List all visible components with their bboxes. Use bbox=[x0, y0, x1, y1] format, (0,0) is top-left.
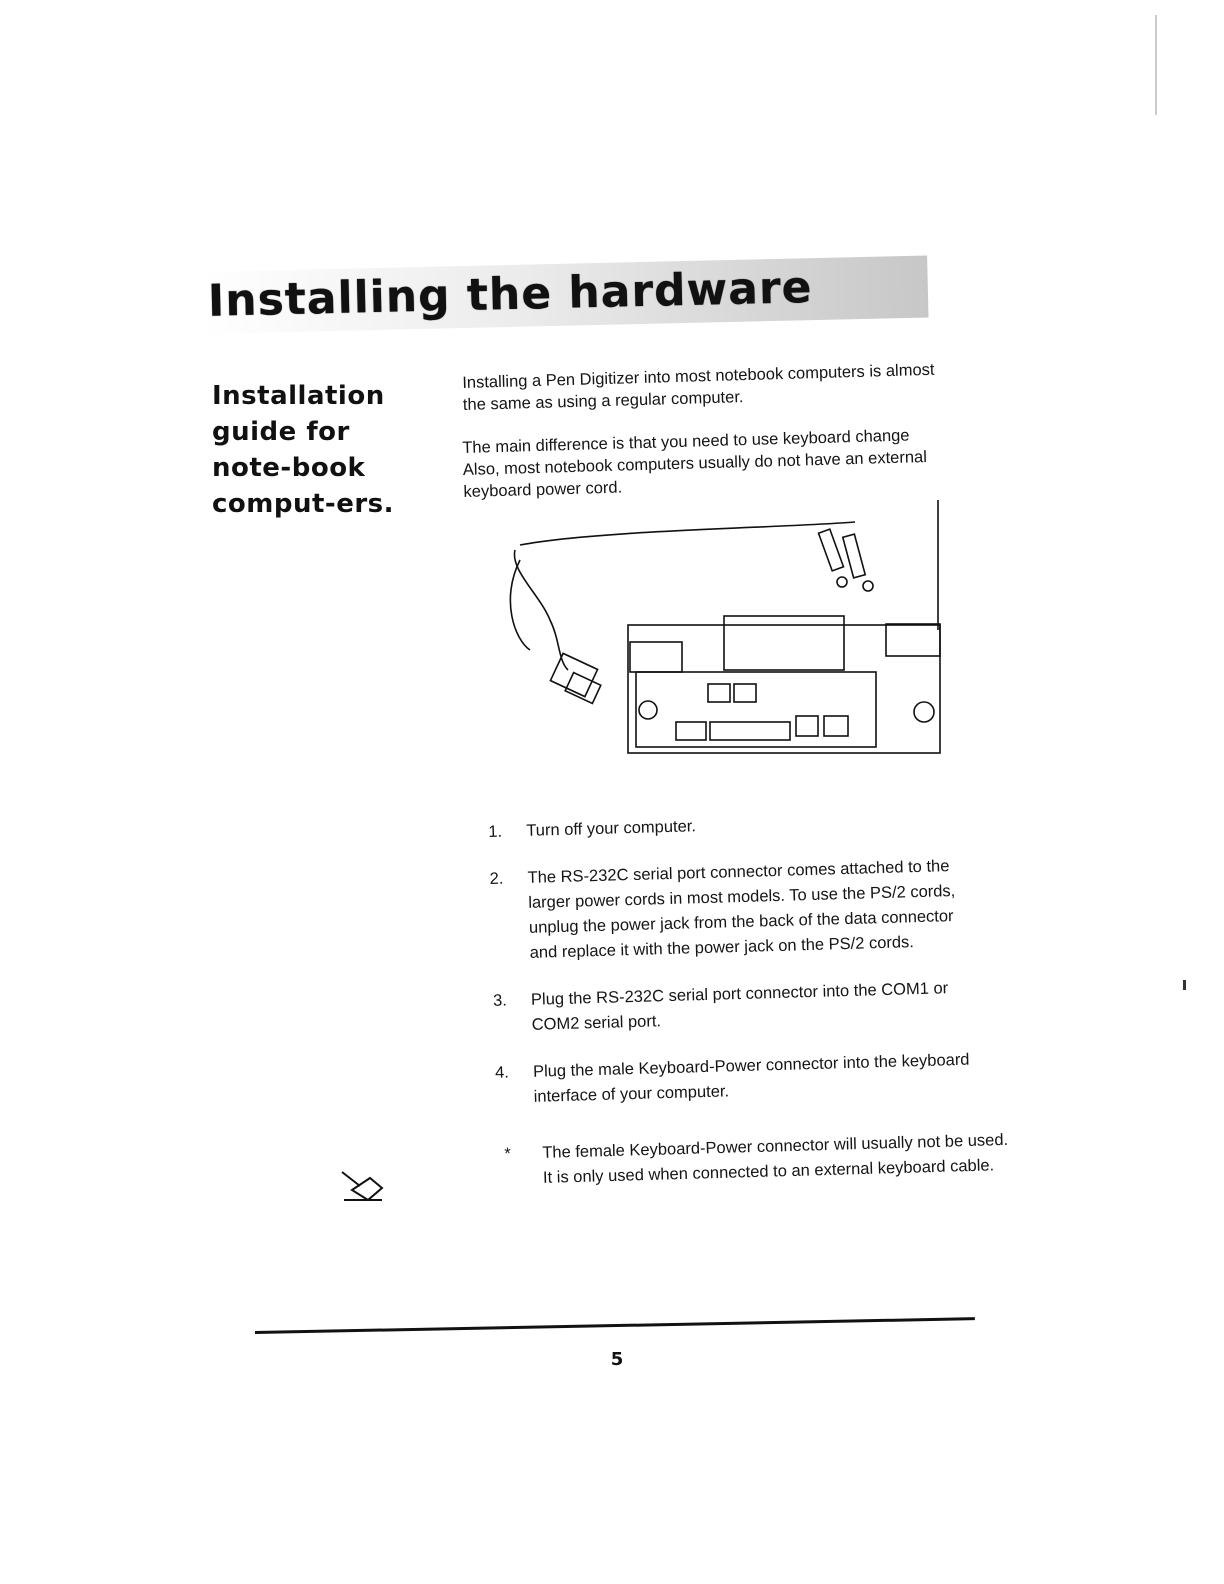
page-number: 5 bbox=[610, 1349, 624, 1370]
notebook-connection-diagram bbox=[480, 500, 950, 770]
title-banner bbox=[199, 255, 928, 334]
cable-left bbox=[514, 550, 568, 670]
step-item-4 bbox=[495, 1048, 976, 1111]
step-number: 1. bbox=[488, 822, 503, 841]
step-text: Plug the RS-232C serial port connector into the COM1 or COM2 serial port. bbox=[530, 979, 949, 1034]
step-text: Turn off your computer. bbox=[526, 817, 697, 840]
page-title: Installing the hardware bbox=[207, 262, 813, 327]
installation-steps bbox=[488, 807, 977, 1133]
pen-note-icon bbox=[338, 1168, 388, 1206]
step-item-1 bbox=[488, 807, 969, 845]
notebook-back-panel bbox=[628, 616, 940, 753]
cable-top bbox=[520, 522, 855, 545]
step-number: 2. bbox=[489, 869, 504, 888]
ps2-plugs bbox=[819, 529, 873, 591]
note-bullet: * bbox=[504, 1144, 512, 1163]
scan-speck bbox=[1155, 15, 1157, 115]
intro-paragraph-2: The main difference is that you need to use keyboard change Also, most notebook computers usually do not have an external keyboard power cord. bbox=[462, 426, 928, 501]
intro-paragraph-1: Installing a Pen Digitizer into most notebook computers is almost the same as using a regular computer. bbox=[462, 360, 935, 414]
step-number: 3. bbox=[492, 991, 508, 1010]
step-item-2 bbox=[489, 854, 972, 967]
note-paragraph bbox=[504, 1128, 1013, 1192]
note-text: The female Keyboard-Power connector will usually not be used. It is only used when connected to an external keyboard cable. bbox=[542, 1130, 1009, 1187]
section-heading: Installation guide for note-book comput-ers. bbox=[212, 381, 395, 519]
step-item-3 bbox=[493, 976, 974, 1039]
scan-speck bbox=[1183, 980, 1186, 990]
serial-connector bbox=[550, 653, 600, 703]
step-number: 4. bbox=[494, 1063, 510, 1082]
step-text: Plug the male Keyboard-Power connector into the keyboard interface of your computer. bbox=[532, 1050, 970, 1106]
step-text: The RS-232C serial port connector comes attached to the larger power cords in most models. To use the PS/2 cords, unplug the power jack from the back of the data connector and replace it with the power jack on the PS/2 cords. bbox=[527, 857, 956, 962]
footer-rule bbox=[255, 1317, 975, 1334]
